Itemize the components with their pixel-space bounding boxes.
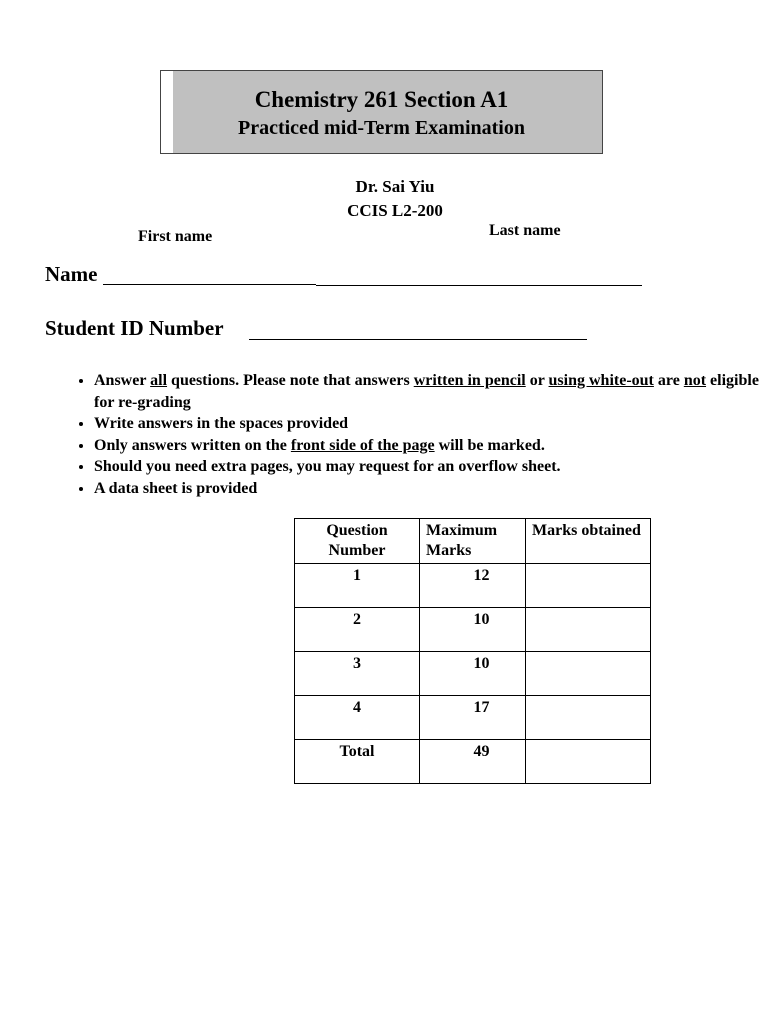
table-row <box>295 564 651 608</box>
table-row <box>295 740 651 784</box>
table-row <box>295 696 651 740</box>
max-marks: 12 <box>473 567 490 584</box>
student-id-label: Student ID Number <box>45 316 224 340</box>
instructor-name: Dr. Sai Yiu <box>355 177 435 196</box>
table-row <box>295 608 651 652</box>
last-name-field[interactable] <box>316 285 642 286</box>
table-header-row <box>295 519 651 564</box>
marks-table <box>294 518 651 784</box>
column-header: Question Number <box>295 519 420 564</box>
course-title: Chemistry 261 Section A1 <box>254 87 509 112</box>
question-number: 3 <box>295 652 420 696</box>
marks-obtained-cell[interactable] <box>526 696 651 740</box>
instructions-list <box>60 370 768 499</box>
exam-title: Practiced mid-Term Examination <box>237 117 525 139</box>
first-name-field[interactable] <box>103 284 316 285</box>
instruction-item: • A data sheet is provided <box>94 478 768 500</box>
max-marks: 10 <box>473 611 490 628</box>
question-number: 2 <box>295 608 420 652</box>
first-name-label: First name <box>138 228 213 245</box>
instruction-item: • Answer all questions. Please note that answers written in pencil or using white-out are not eligible for re-grading <box>94 370 768 413</box>
marks-obtained-cell[interactable] <box>526 608 651 652</box>
marks-obtained-cell[interactable] <box>526 652 651 696</box>
column-header: Marks obtained <box>526 519 651 564</box>
table-row <box>295 652 651 696</box>
max-marks: 10 <box>473 655 490 672</box>
question-number: 4 <box>295 696 420 740</box>
total-label: Total <box>295 740 420 784</box>
student-id-field[interactable] <box>249 339 587 340</box>
name-label: Name <box>45 262 98 286</box>
instruction-item: • Only answers written on the front side of the page will be marked. <box>94 435 768 457</box>
total-max-marks: 49 <box>473 743 490 760</box>
last-name-label: Last name <box>489 222 561 239</box>
question-number: 1 <box>295 564 420 608</box>
instruction-item: • Write answers in the spaces provided <box>94 413 768 435</box>
instructor-office: CCIS L2-200 <box>347 201 443 220</box>
instruction-item: • Should you need extra pages, you may request for an overflow sheet. <box>94 456 768 478</box>
max-marks: 17 <box>473 699 490 716</box>
exam-title-box <box>160 70 603 154</box>
column-header: Maximum Marks <box>420 519 526 564</box>
total-obtained-cell[interactable] <box>526 740 651 784</box>
marks-obtained-cell[interactable] <box>526 564 651 608</box>
